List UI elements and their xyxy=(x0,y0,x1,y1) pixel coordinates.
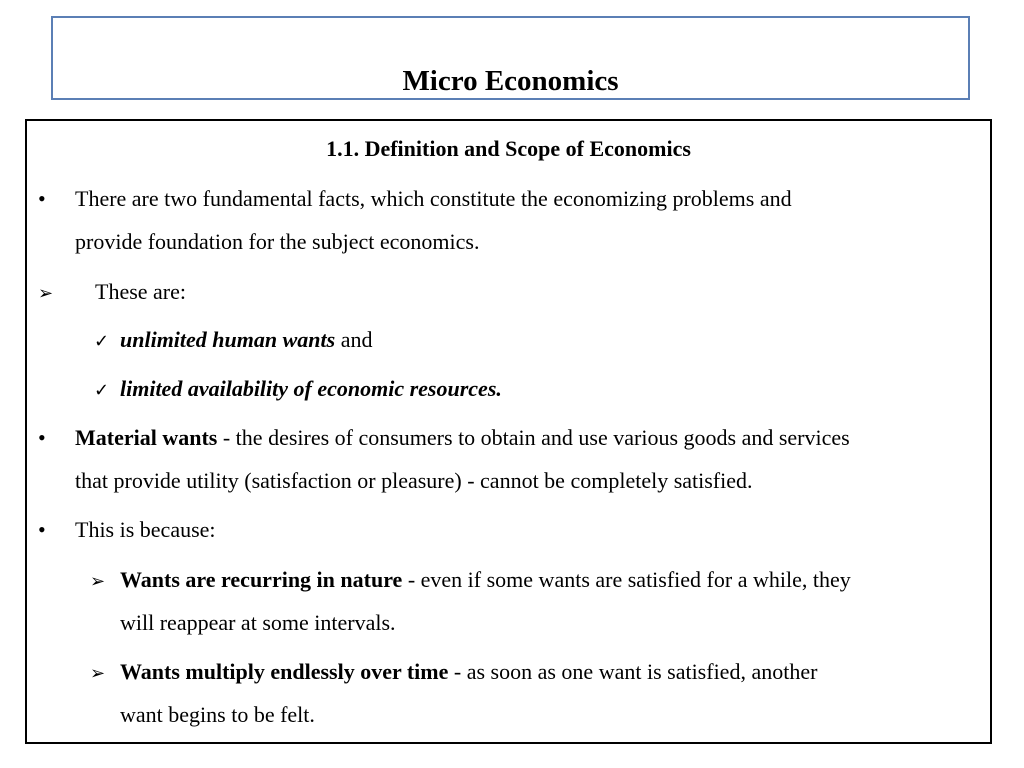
sub2-line1 xyxy=(120,658,817,686)
bullet2-term: Material wants xyxy=(75,425,218,450)
slide-title: Micro Economics xyxy=(402,65,619,97)
sub1-term: Wants are recurring in nature xyxy=(120,567,403,592)
sub2-rest: - as soon as one want is satisfied, another xyxy=(448,659,818,684)
bullet2-line2: that provide utility (satisfaction or pleasure) - cannot be completely satisfied. xyxy=(75,468,753,493)
content-box xyxy=(25,119,992,744)
sub1-rest: - even if some wants are satisfied for a while, they xyxy=(402,567,851,592)
bullet1-line2: provide foundation for the subject economics. xyxy=(75,229,480,254)
bullet-dot-icon: • xyxy=(38,517,46,542)
check1-rest: and xyxy=(335,327,373,352)
arrow-bullet-icon: ➢ xyxy=(38,283,54,304)
arrow-bullet-icon: ➢ xyxy=(90,663,106,684)
bullet2-line1 xyxy=(75,424,850,452)
sub2-term: Wants multiply endlessly over time xyxy=(120,659,449,684)
sub1-line2: will reappear at some intervals. xyxy=(120,610,396,635)
check1-item xyxy=(120,326,372,354)
bullet1-line1: There are two fundamental facts, which constitute the economizing problems and xyxy=(75,186,792,211)
section-heading: 1.1. Definition and Scope of Economics xyxy=(326,136,691,161)
checkmark-icon: ✓ xyxy=(94,331,110,352)
check2-emphasis: limited availability of economic resources. xyxy=(120,376,502,401)
bullet3-text: This is because: xyxy=(75,517,216,542)
bullet-dot-icon: • xyxy=(38,186,46,211)
check2-item xyxy=(120,375,502,403)
sub2-line2: want begins to be felt. xyxy=(120,702,315,727)
title-box xyxy=(51,16,970,100)
these-are-text: These are: xyxy=(95,279,186,304)
bullet2-rest: - the desires of consumers to obtain and use various goods and services xyxy=(217,425,850,450)
checkmark-icon: ✓ xyxy=(94,380,110,401)
check1-emphasis: unlimited human wants xyxy=(120,327,336,352)
arrow-bullet-icon: ➢ xyxy=(90,571,106,592)
sub1-line1 xyxy=(120,566,851,594)
bullet-dot-icon: • xyxy=(38,425,46,450)
